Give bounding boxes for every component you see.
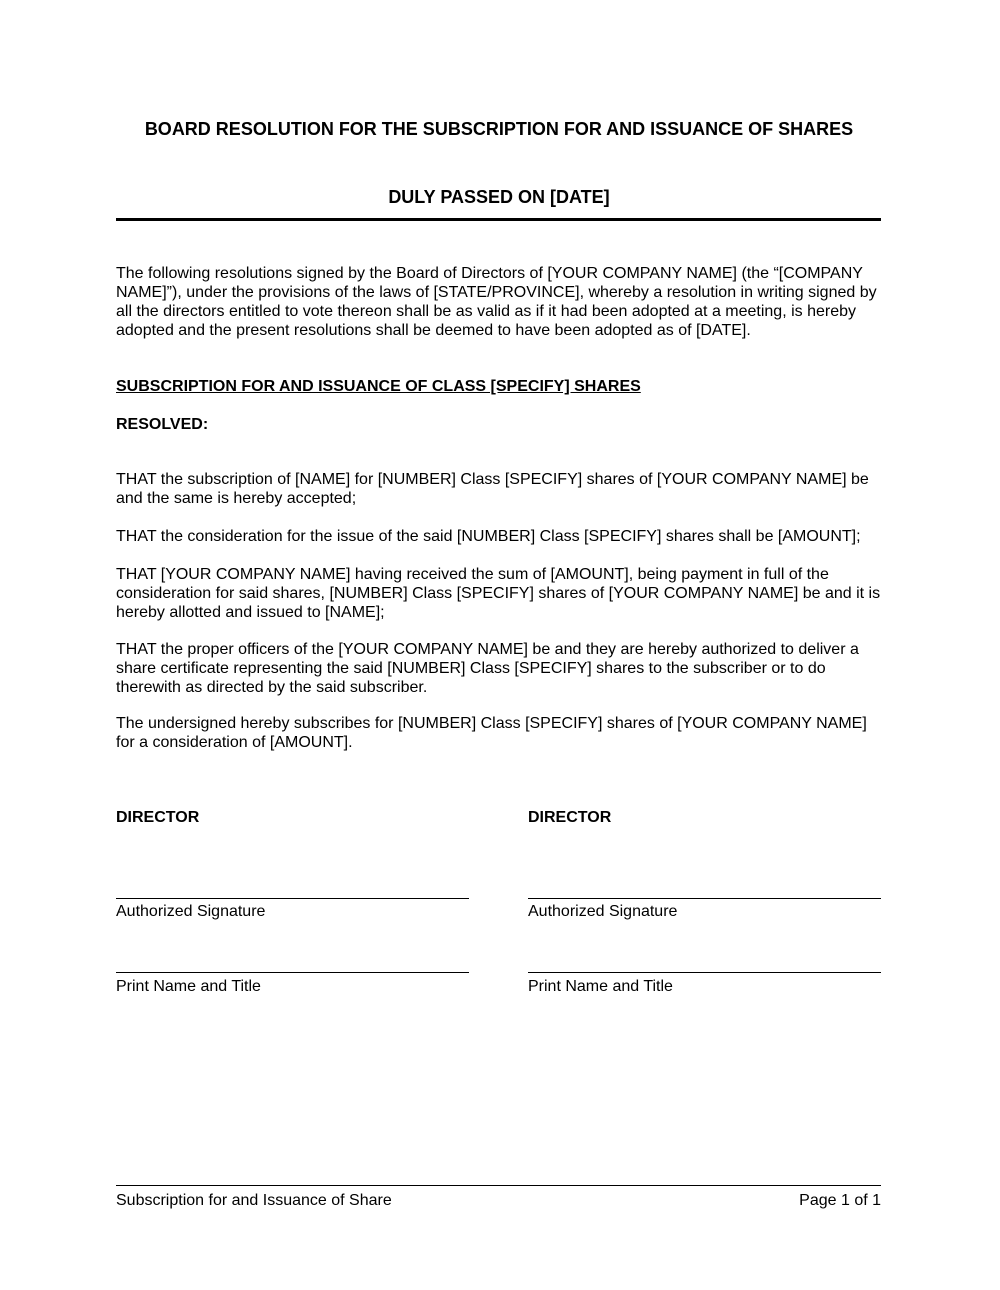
director-heading: DIRECTOR bbox=[116, 809, 200, 826]
footer-document-name: Subscription for and Issuance of Share bbox=[116, 1192, 392, 1209]
clause-4: THAT the proper officers of the [YOUR COMPANY NAME] be and they are hereby authorized to deliver a share certificate representing the said [NUMBER] Class [SPECIFY] shares to the subscriber or to do therewith as directed by the said subscriber. bbox=[116, 641, 859, 696]
footer-divider bbox=[116, 1185, 881, 1186]
print-name-title-label: Print Name and Title bbox=[116, 978, 261, 995]
document-title: BOARD RESOLUTION FOR THE SUBSCRIPTION FOR AND ISSUANCE OF SHARES bbox=[144, 119, 854, 139]
name-title-line bbox=[528, 972, 881, 973]
title-divider bbox=[116, 218, 881, 221]
undersigned-paragraph: The undersigned hereby subscribes for [NUMBER] Class [SPECIFY] shares of [YOUR COMPANY NAME] for a consideration of [AMOUNT]. bbox=[116, 715, 867, 751]
clause-1: THAT the subscription of [NAME] for [NUMBER] Class [SPECIFY] shares of [YOUR COMPANY NAME] be and the same is hereby accepted; bbox=[116, 471, 869, 507]
document-subtitle: DULY PASSED ON [DATE] bbox=[388, 187, 610, 207]
signature-line bbox=[116, 898, 469, 899]
authorized-signature-label: Authorized Signature bbox=[116, 903, 266, 920]
print-name-title-label: Print Name and Title bbox=[528, 978, 673, 995]
clause-3: THAT [YOUR COMPANY NAME] having received the sum of [AMOUNT], being payment in full of the consideration for said shares, [NUMBER] Class [SPECIFY] shares of [YOUR COMPANY NAME] be and it is hereby allotted and issued to [NAME]; bbox=[116, 566, 881, 621]
intro-paragraph: The following resolutions signed by the Board of Directors of [YOUR COMPANY NAME] (the “[COMPANY NAME]”), under the provisions of the laws of [STATE/PROVINCE], whereby a resolution in writing signed by all the directors entitled to vote thereon shall be as valid as if it had been adopted at a meeting, is hereby adopted and the present resolutions shall be deemed to have been adopted as of [DATE]. bbox=[116, 265, 877, 339]
clause-2: THAT the consideration for the issue of the said [NUMBER] Class [SPECIFY] shares shall be [AMOUNT]; bbox=[116, 528, 861, 545]
director-heading: DIRECTOR bbox=[528, 809, 612, 826]
section-heading: SUBSCRIPTION FOR AND ISSUANCE OF CLASS [SPECIFY] SHARES bbox=[116, 378, 641, 395]
resolved-label: RESOLVED: bbox=[116, 416, 209, 433]
authorized-signature-label: Authorized Signature bbox=[528, 903, 678, 920]
signature-line bbox=[528, 898, 881, 899]
name-title-line bbox=[116, 972, 469, 973]
footer-page-number: Page 1 of 1 bbox=[799, 1192, 881, 1209]
